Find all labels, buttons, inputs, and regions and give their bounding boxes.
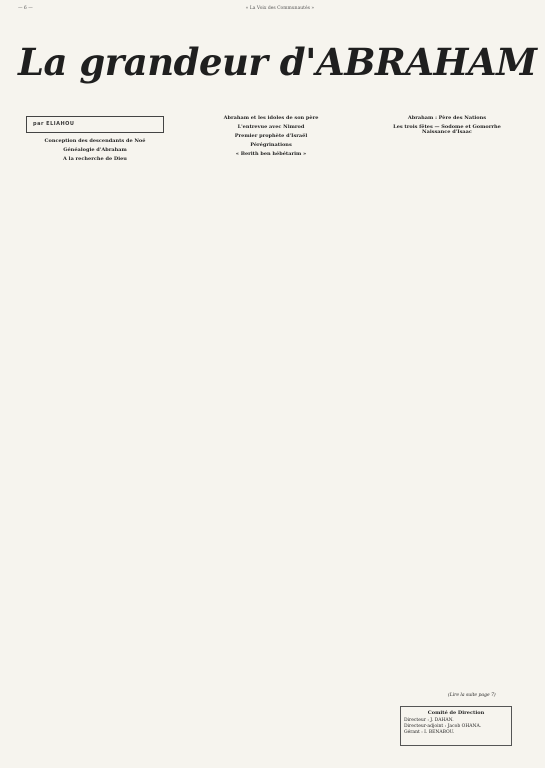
section-heading: L'entrevue avec Nimrod bbox=[237, 124, 305, 130]
section-heading: A la recherche de Dieu bbox=[63, 156, 127, 162]
column-1 bbox=[18, 112, 172, 752]
section-heading: Les trois fêtes — Sodome et Gomorrhe Naissance d'Isaac bbox=[393, 124, 501, 135]
section-heading: Généalogie d'Abraham bbox=[63, 147, 127, 153]
byline-box bbox=[26, 116, 164, 133]
committee-director: Directeur : J. DAHAN. bbox=[404, 718, 454, 723]
running-header bbox=[18, 6, 527, 16]
section-heading: Pérégrinations bbox=[250, 142, 292, 148]
committee-box bbox=[400, 706, 512, 746]
page-number: — 6 — bbox=[18, 6, 33, 11]
committee-heading: Comité de Direction bbox=[427, 710, 485, 716]
section-heading: Premier prophète d'Israël bbox=[234, 133, 308, 139]
column-3 bbox=[370, 112, 524, 752]
continued-note: (Lire la suite page 7) bbox=[448, 693, 496, 698]
article-title: La grandeur d'ABRAHAM bbox=[18, 40, 537, 84]
section-heading: « Berith ben hébétarim » bbox=[235, 151, 307, 157]
column-2 bbox=[194, 112, 348, 752]
section-heading: Abraham et les idoles de son père bbox=[223, 115, 319, 121]
journal-name: « La Voix des Communautés » bbox=[245, 6, 315, 11]
section-heading: Abraham : Père des Nations bbox=[407, 115, 487, 121]
committee-manager: Gérant : I. BENABOU. bbox=[404, 730, 455, 735]
section-heading: Conception des descendants de Noé bbox=[44, 138, 146, 144]
byline: par ELIAHOU bbox=[33, 121, 75, 127]
committee-admin: Directeur-adjoint : Jacob OHANA. bbox=[404, 724, 482, 729]
